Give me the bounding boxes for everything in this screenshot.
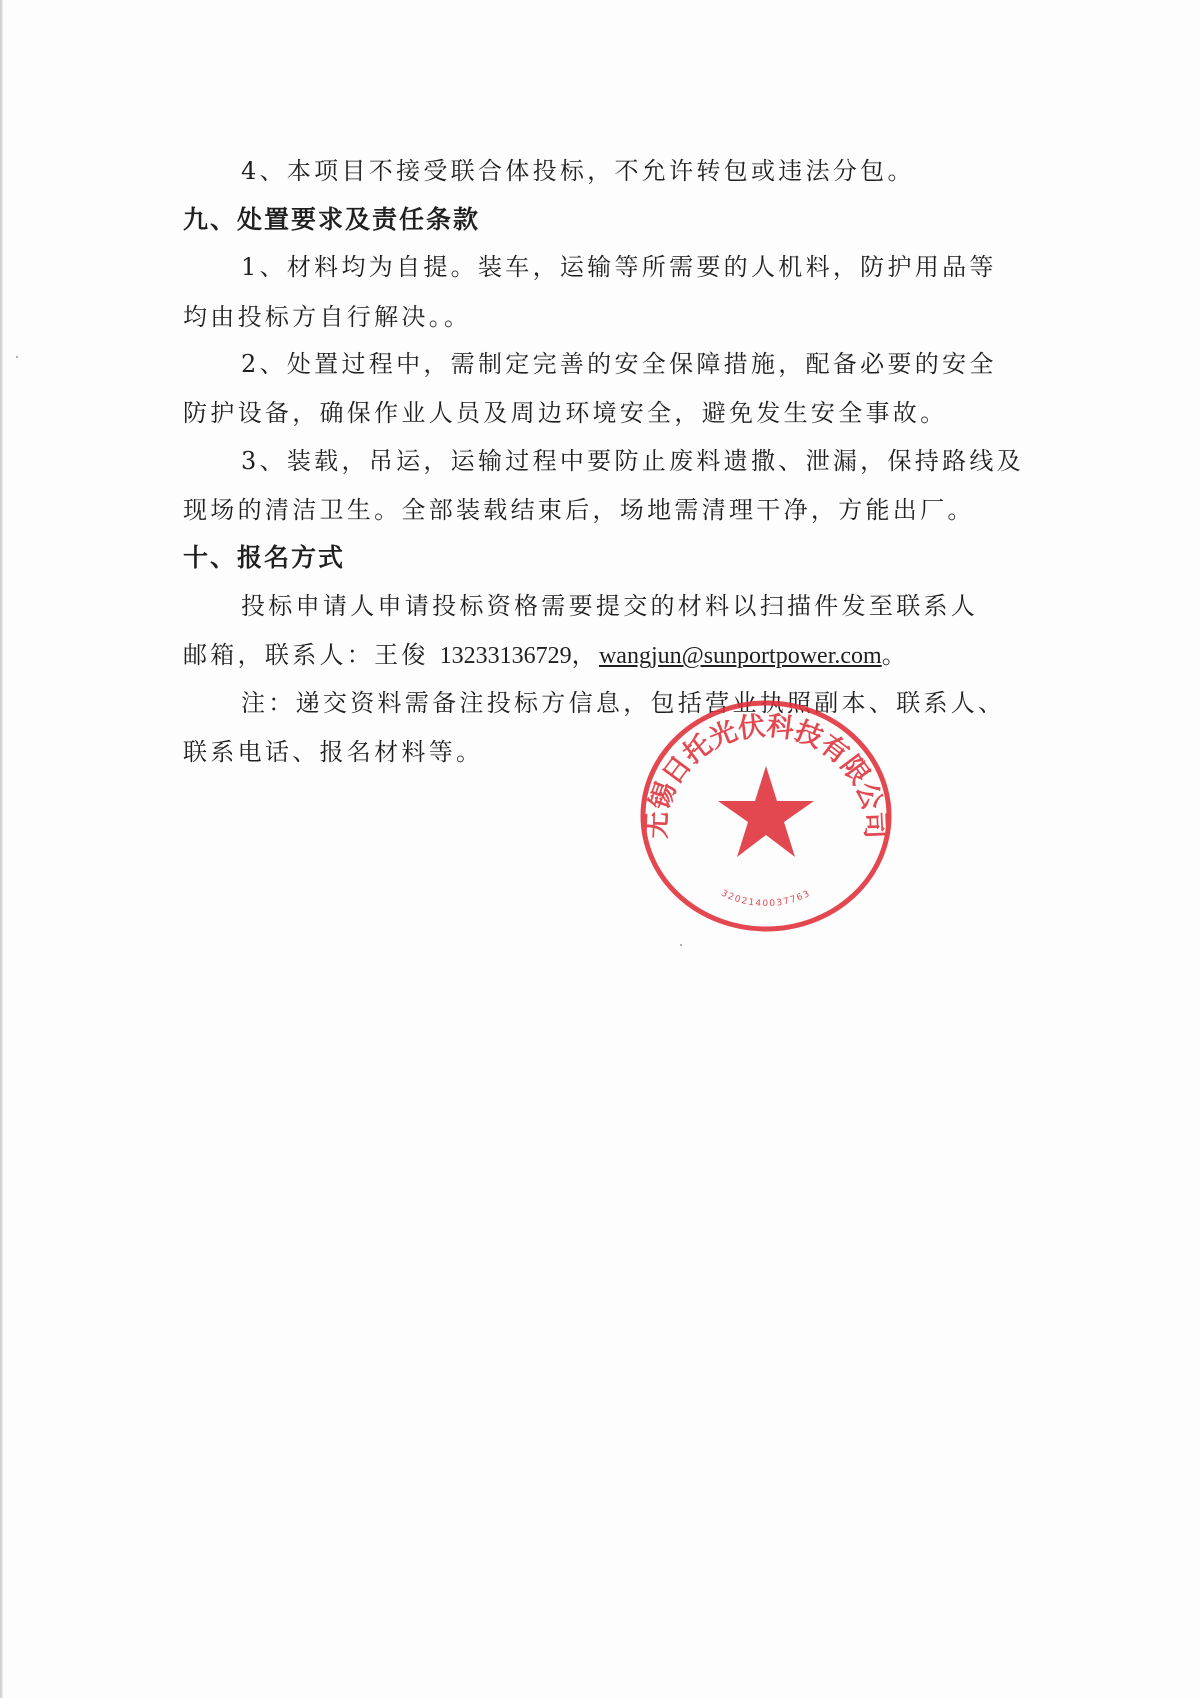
- item-4-text: 4、本项目不接受联合体投标，不允许转包或违法分包。: [241, 157, 915, 185]
- section-10-paragraph-line-2: [183, 640, 909, 671]
- section-10-paragraph-line-1: 投标申请人申请投标资格需要提交的材料以扫描件发至联系人: [241, 592, 979, 620]
- contact-end: 。: [881, 641, 909, 669]
- seal-code: 3202140037763: [719, 888, 813, 910]
- seal-company-name: 无锡日托光伏科技有限公司: [641, 710, 891, 840]
- section-9-item-3-line-2: 现场的清洁卫生。全部装载结束后，场地需清理干净，方能出厂。: [183, 496, 975, 524]
- section-10-heading: 十、报名方式: [183, 543, 346, 572]
- contact-email-link[interactable]: wangjun@sunportpower.com: [598, 643, 882, 669]
- contact-label: 邮箱，联系人：王俊: [183, 641, 440, 669]
- section-9-item-2-line-1: 2、处置过程中，需制定完善的安全保障措施，配备必要的安全: [241, 350, 997, 378]
- scan-speck: [680, 944, 682, 946]
- contact-separator: ，: [571, 641, 599, 669]
- section-9-heading: 九、处置要求及责任条款: [183, 205, 481, 234]
- section-9-item-1-line-1: 1、材料均为自提。装车，运输等所需要的人机料，防护用品等: [241, 253, 997, 281]
- note-line-2: 联系电话、报名材料等。: [183, 738, 484, 766]
- scan-speck: [16, 356, 18, 358]
- section-9-item-1-line-2: 均由投标方自行解决。。: [183, 303, 472, 331]
- note-line-1: 注：递交资料需备注投标方信息，包括营业执照副本、联系人、: [241, 689, 1006, 717]
- section-9-item-3-line-1: 3、装载，吊运，运输过程中要防止废料遗撒、泄漏，保持路线及: [241, 447, 1024, 475]
- scan-edge: [0, 0, 3, 1698]
- company-seal: [640, 700, 892, 932]
- seal-star-icon: [718, 766, 814, 857]
- section-9-item-2-line-2: 防护设备，确保作业人员及周边环境安全，避免发生安全事故。: [183, 399, 948, 427]
- contact-phone: 13233136729: [439, 643, 572, 669]
